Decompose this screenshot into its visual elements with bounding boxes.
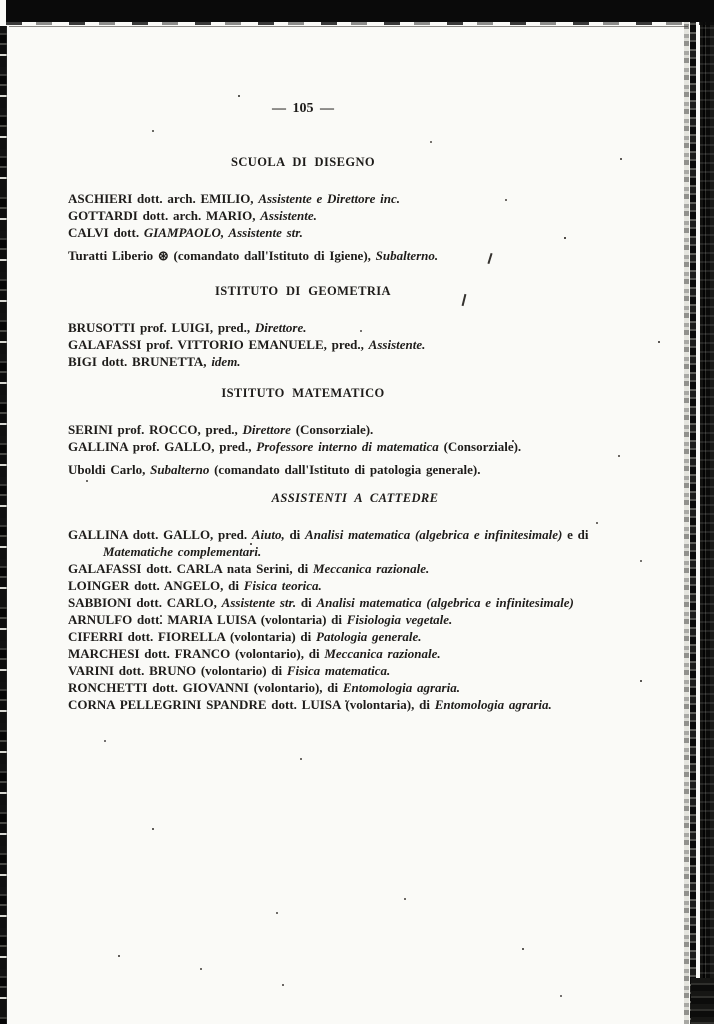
- entry-text: ASCHIERI dott. arch. EMILIO,: [68, 191, 259, 206]
- directory-entry: [68, 696, 552, 713]
- scan-top-black-band: [6, 0, 714, 22]
- entry-text: Turatti Liberio ⊛ (comandato dall'Istituto di Igiene),: [68, 248, 376, 263]
- page-number: — 105 —: [272, 101, 334, 116]
- entry-text: Matematiche complementari.: [103, 544, 262, 559]
- page-top-edge-line: [9, 26, 688, 27]
- staff-note-entry: [68, 247, 538, 264]
- directory-entry: [68, 336, 538, 353]
- directory-entry: [68, 594, 574, 611]
- entry-text: GALAFASSI dott. CARLA nata Serini, di: [68, 561, 313, 576]
- entry-text: ARNULFO dott. MARIA LUISA (volontaria) di: [68, 612, 347, 627]
- entry-text: Fisica matematica.: [286, 663, 391, 678]
- entry-text: Fisiologia vegetale.: [346, 612, 453, 627]
- directory-section: [68, 385, 538, 478]
- page-edge-stripe-dark: [690, 0, 696, 1024]
- directory-entry: [68, 611, 538, 628]
- entry-text: GALAFASSI prof. VITTORIO EMANUELE, pred.,: [68, 337, 369, 352]
- entry-text: LOINGER dott. ANGELO, di: [68, 578, 244, 593]
- directory-entry: [68, 628, 538, 645]
- entry-text: Uboldi Carlo,: [68, 462, 151, 477]
- entry-text: Fisica teorica.: [243, 578, 322, 593]
- entry-text: Assistente e Direttore inc.: [258, 191, 401, 206]
- entry-text: Direttore: [242, 422, 291, 437]
- entry-text: SABBIONI dott. CARLO,: [68, 595, 222, 610]
- entry-text: BIGI dott. BRUNETTA,: [68, 354, 212, 369]
- entry-text: GOTTARDI dott. arch. MARIO,: [68, 208, 261, 223]
- section-heading: ASSISTENTI A CATTEDRE: [271, 491, 439, 505]
- scan-noise-speckles: [0, 0, 2, 2]
- directory-entry: [68, 190, 538, 207]
- entry-text: Assistente.: [260, 208, 317, 223]
- directory-section: [68, 490, 589, 713]
- directory-entry: [68, 560, 538, 577]
- section-heading: ISTITUTO DI GEOMETRIA: [215, 284, 391, 298]
- entry-text: (comandato dall'Istituto di patologia generale).: [209, 462, 481, 477]
- directory-entry: [68, 319, 538, 336]
- entry-text: CALVI dott.: [68, 225, 144, 240]
- entry-text: Entomologia agraria.: [342, 680, 460, 695]
- entry-text: Entomologia agraria.: [434, 697, 552, 712]
- entry-text: Professore interno di matematica: [256, 439, 439, 454]
- entry-text: Direttore.: [254, 320, 307, 335]
- directory-entry: [68, 543, 538, 560]
- entry-text: BRUSOTTI prof. LUIGI, pred.,: [68, 320, 255, 335]
- staff-note-entry: [68, 461, 538, 478]
- directory-entry: [68, 224, 538, 241]
- entry-text: CIFERRI dott. FIORELLA (volontaria) di: [68, 629, 317, 644]
- directory-entry: [68, 421, 538, 438]
- directory-entry: [68, 526, 589, 543]
- entry-text: CORNA PELLEGRINI SPANDRE dott. LUISA (volontaria), di: [68, 697, 435, 712]
- directory-section: [68, 154, 538, 264]
- entry-text: Aiuto,: [251, 527, 285, 542]
- entry-text: Assistente.: [368, 337, 426, 352]
- entry-text: Subalterno.: [375, 248, 439, 263]
- entry-text: Subalterno: [150, 462, 210, 477]
- binding-shadow-left: [0, 26, 7, 1024]
- entry-text: Meccanica razionale.: [312, 561, 430, 576]
- binding-shadow-right: [700, 0, 714, 1024]
- entry-text: RONCHETTI dott. GIOVANNI (volontario), di: [68, 680, 343, 695]
- entry-text: (Consorziale).: [290, 422, 374, 437]
- scan-blotch-bottom-right: [691, 978, 714, 1024]
- page-edge-stripe-light: [684, 0, 689, 1024]
- entry-text: di: [284, 527, 306, 542]
- directory-entry: [68, 679, 538, 696]
- directory-entry: [68, 438, 538, 455]
- entry-text: (Consorziale).: [438, 439, 522, 454]
- directory-entry: [68, 353, 538, 370]
- entry-text: idem.: [211, 354, 241, 369]
- entry-text: GIAMPAOLO, Assistente str.: [143, 225, 303, 240]
- entry-text: GALLINA prof. GALLO, pred.,: [68, 439, 257, 454]
- entry-text: VARINI dott. BRUNO (volontario) di: [68, 663, 287, 678]
- entry-text: Assistente str.: [221, 595, 297, 610]
- directory-entry: [68, 207, 538, 224]
- entry-text: MARCHESI dott. FRANCO (volontario), di: [68, 646, 325, 661]
- directory-section: [68, 283, 538, 370]
- directory-entry: [68, 577, 538, 594]
- entry-text: Analisi matematica (algebrica e infinitesimale): [316, 595, 574, 610]
- entry-text: Meccanica razionale.: [324, 646, 441, 661]
- section-heading: SCUOLA DI DISEGNO: [231, 155, 375, 169]
- entry-text: Patologia generale.: [316, 629, 422, 644]
- entry-text: SERINI prof. ROCCO, pred.,: [68, 422, 243, 437]
- directory-entry: [68, 662, 538, 679]
- entry-text: Analisi matematica (algebrica e infinitesimale): [305, 527, 563, 542]
- section-heading: ISTITUTO MATEMATICO: [221, 386, 385, 400]
- entry-text: GALLINA dott. GALLO, pred.: [68, 527, 252, 542]
- directory-entry: [68, 645, 538, 662]
- entry-text: di: [296, 595, 317, 610]
- entry-text: e di: [562, 527, 589, 542]
